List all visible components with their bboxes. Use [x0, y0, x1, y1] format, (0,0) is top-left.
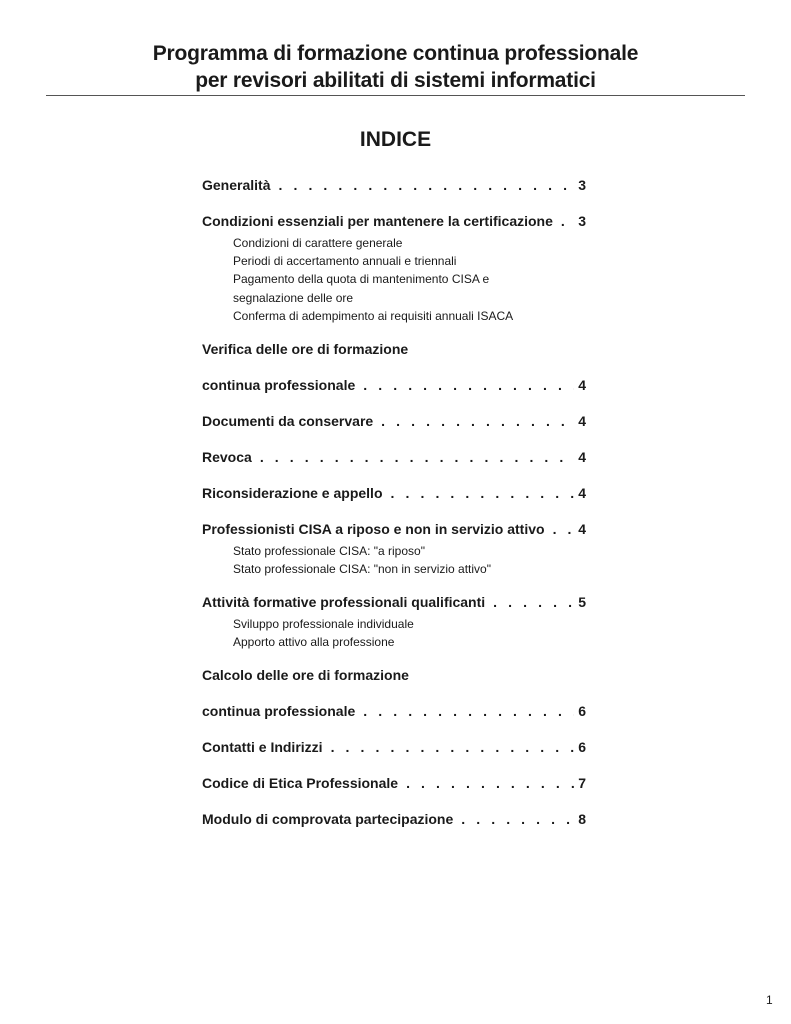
dot-leader	[561, 212, 574, 230]
toc-entry-label: Condizioni essenziali per mantenere la certificazione	[202, 213, 553, 229]
toc-entry-line	[202, 376, 586, 394]
toc-entry-line	[202, 412, 586, 430]
toc-entry-page: 4	[578, 413, 586, 429]
toc-entry[interactable]	[202, 774, 586, 792]
toc-entry-label: Calcolo delle ore di formazione	[202, 667, 409, 683]
toc-entry-line	[202, 774, 586, 792]
toc-subentries	[233, 542, 586, 578]
dot-leader	[363, 702, 574, 720]
dot-leader	[260, 448, 574, 466]
toc-entry-label: continua professionale	[202, 377, 356, 393]
dot-leader	[553, 520, 575, 538]
toc-subentry: Sviluppo professionale individuale	[233, 617, 414, 631]
toc-entry-line	[202, 738, 586, 756]
toc-subentry: Conferma di adempimento ai requisiti annuali ISACA	[233, 308, 514, 323]
toc-subentries	[233, 234, 586, 325]
toc-entry[interactable]	[202, 212, 586, 325]
index-title: INDICE	[359, 128, 432, 151]
toc-entry-page: 7	[578, 775, 586, 791]
toc-entry-page: 3	[578, 213, 586, 229]
toc-entry-label: Contatti e Indirizzi	[202, 739, 323, 755]
toc-entry-line	[202, 666, 586, 684]
toc-entry-label: Generalità	[202, 177, 271, 193]
toc-entry[interactable]	[202, 666, 586, 684]
toc-entry-page: 4	[578, 449, 586, 465]
dot-leader	[391, 484, 575, 502]
toc-entry-page: 3	[578, 177, 586, 193]
toc-entry[interactable]	[202, 702, 586, 720]
toc-entry-page: 4	[578, 485, 586, 501]
toc-entry-line	[202, 593, 586, 611]
toc-entry-page: 6	[578, 739, 586, 755]
toc-subentry: Stato professionale CISA: "a riposo"	[233, 544, 425, 558]
toc-subentries	[233, 615, 586, 651]
toc-entry-page: 6	[578, 703, 586, 719]
toc-entry[interactable]	[202, 340, 586, 358]
toc-subentry: segnalazione delle ore	[233, 290, 354, 305]
toc-subentry: Stato professionale CISA: "non in servizio attivo"	[233, 562, 491, 577]
toc-entry[interactable]	[202, 810, 586, 828]
toc-subentry: Apporto attivo alla professione	[233, 635, 395, 650]
toc-entry-label: Professionisti CISA a riposo e non in servizio attivo	[202, 521, 545, 537]
toc-entry-page: 4	[578, 521, 586, 537]
page-number: 1	[766, 993, 773, 1007]
toc-entry-label: Attività formative professionali qualificanti	[202, 594, 486, 610]
toc-entry[interactable]	[202, 412, 586, 430]
toc-entry-label: Documenti da conservare	[202, 413, 374, 429]
toc-entry-page: 5	[578, 594, 586, 610]
toc-entry-line	[202, 212, 586, 230]
toc-entry[interactable]	[202, 738, 586, 756]
toc-entry-line	[202, 702, 586, 720]
toc-entry-line	[202, 176, 586, 194]
toc-entry-page: 8	[578, 811, 586, 827]
toc-entry-line	[202, 448, 586, 466]
dot-leader	[278, 176, 574, 194]
dot-leader	[406, 774, 574, 792]
document-header	[46, 40, 745, 94]
dot-leader	[331, 738, 575, 756]
dot-leader	[381, 412, 574, 430]
toc-entry[interactable]	[202, 448, 586, 466]
toc-entry-line	[202, 340, 586, 358]
document-title-line-2: per revisori abilitati di sistemi informatici	[195, 69, 596, 92]
toc-entry-label: Codice di Etica Professionale	[202, 775, 399, 791]
document-title-line-1: Programma di formazione continua professionale	[152, 42, 639, 65]
toc-entry-label: Revoca	[202, 449, 252, 465]
toc-subentry: Pagamento della quota di mantenimento CISA e	[233, 272, 490, 287]
dot-leader	[493, 593, 574, 611]
toc-subentry: Condizioni di carattere generale	[233, 236, 403, 250]
toc-entry[interactable]	[202, 593, 586, 651]
toc-entry-line	[202, 520, 586, 538]
header-divider	[46, 95, 745, 96]
toc-entry[interactable]	[202, 376, 586, 394]
toc-entry[interactable]	[202, 484, 586, 502]
toc-entry-line	[202, 484, 586, 502]
toc-entry[interactable]	[202, 176, 586, 194]
toc-entry-line	[202, 810, 586, 828]
toc-entry-label: Verifica delle ore di formazione	[202, 341, 409, 357]
toc-entry-label: Modulo di comprovata partecipazione	[202, 811, 454, 827]
toc-entry-page: 4	[578, 377, 586, 393]
dot-leader	[363, 376, 574, 394]
toc-subentry: Periodi di accertamento annuali e triennali	[233, 254, 457, 269]
dot-leader	[461, 810, 574, 828]
toc-entry[interactable]	[202, 520, 586, 578]
toc-entry-label: continua professionale	[202, 703, 356, 719]
toc-entry-label: Riconsiderazione e appello	[202, 485, 383, 501]
